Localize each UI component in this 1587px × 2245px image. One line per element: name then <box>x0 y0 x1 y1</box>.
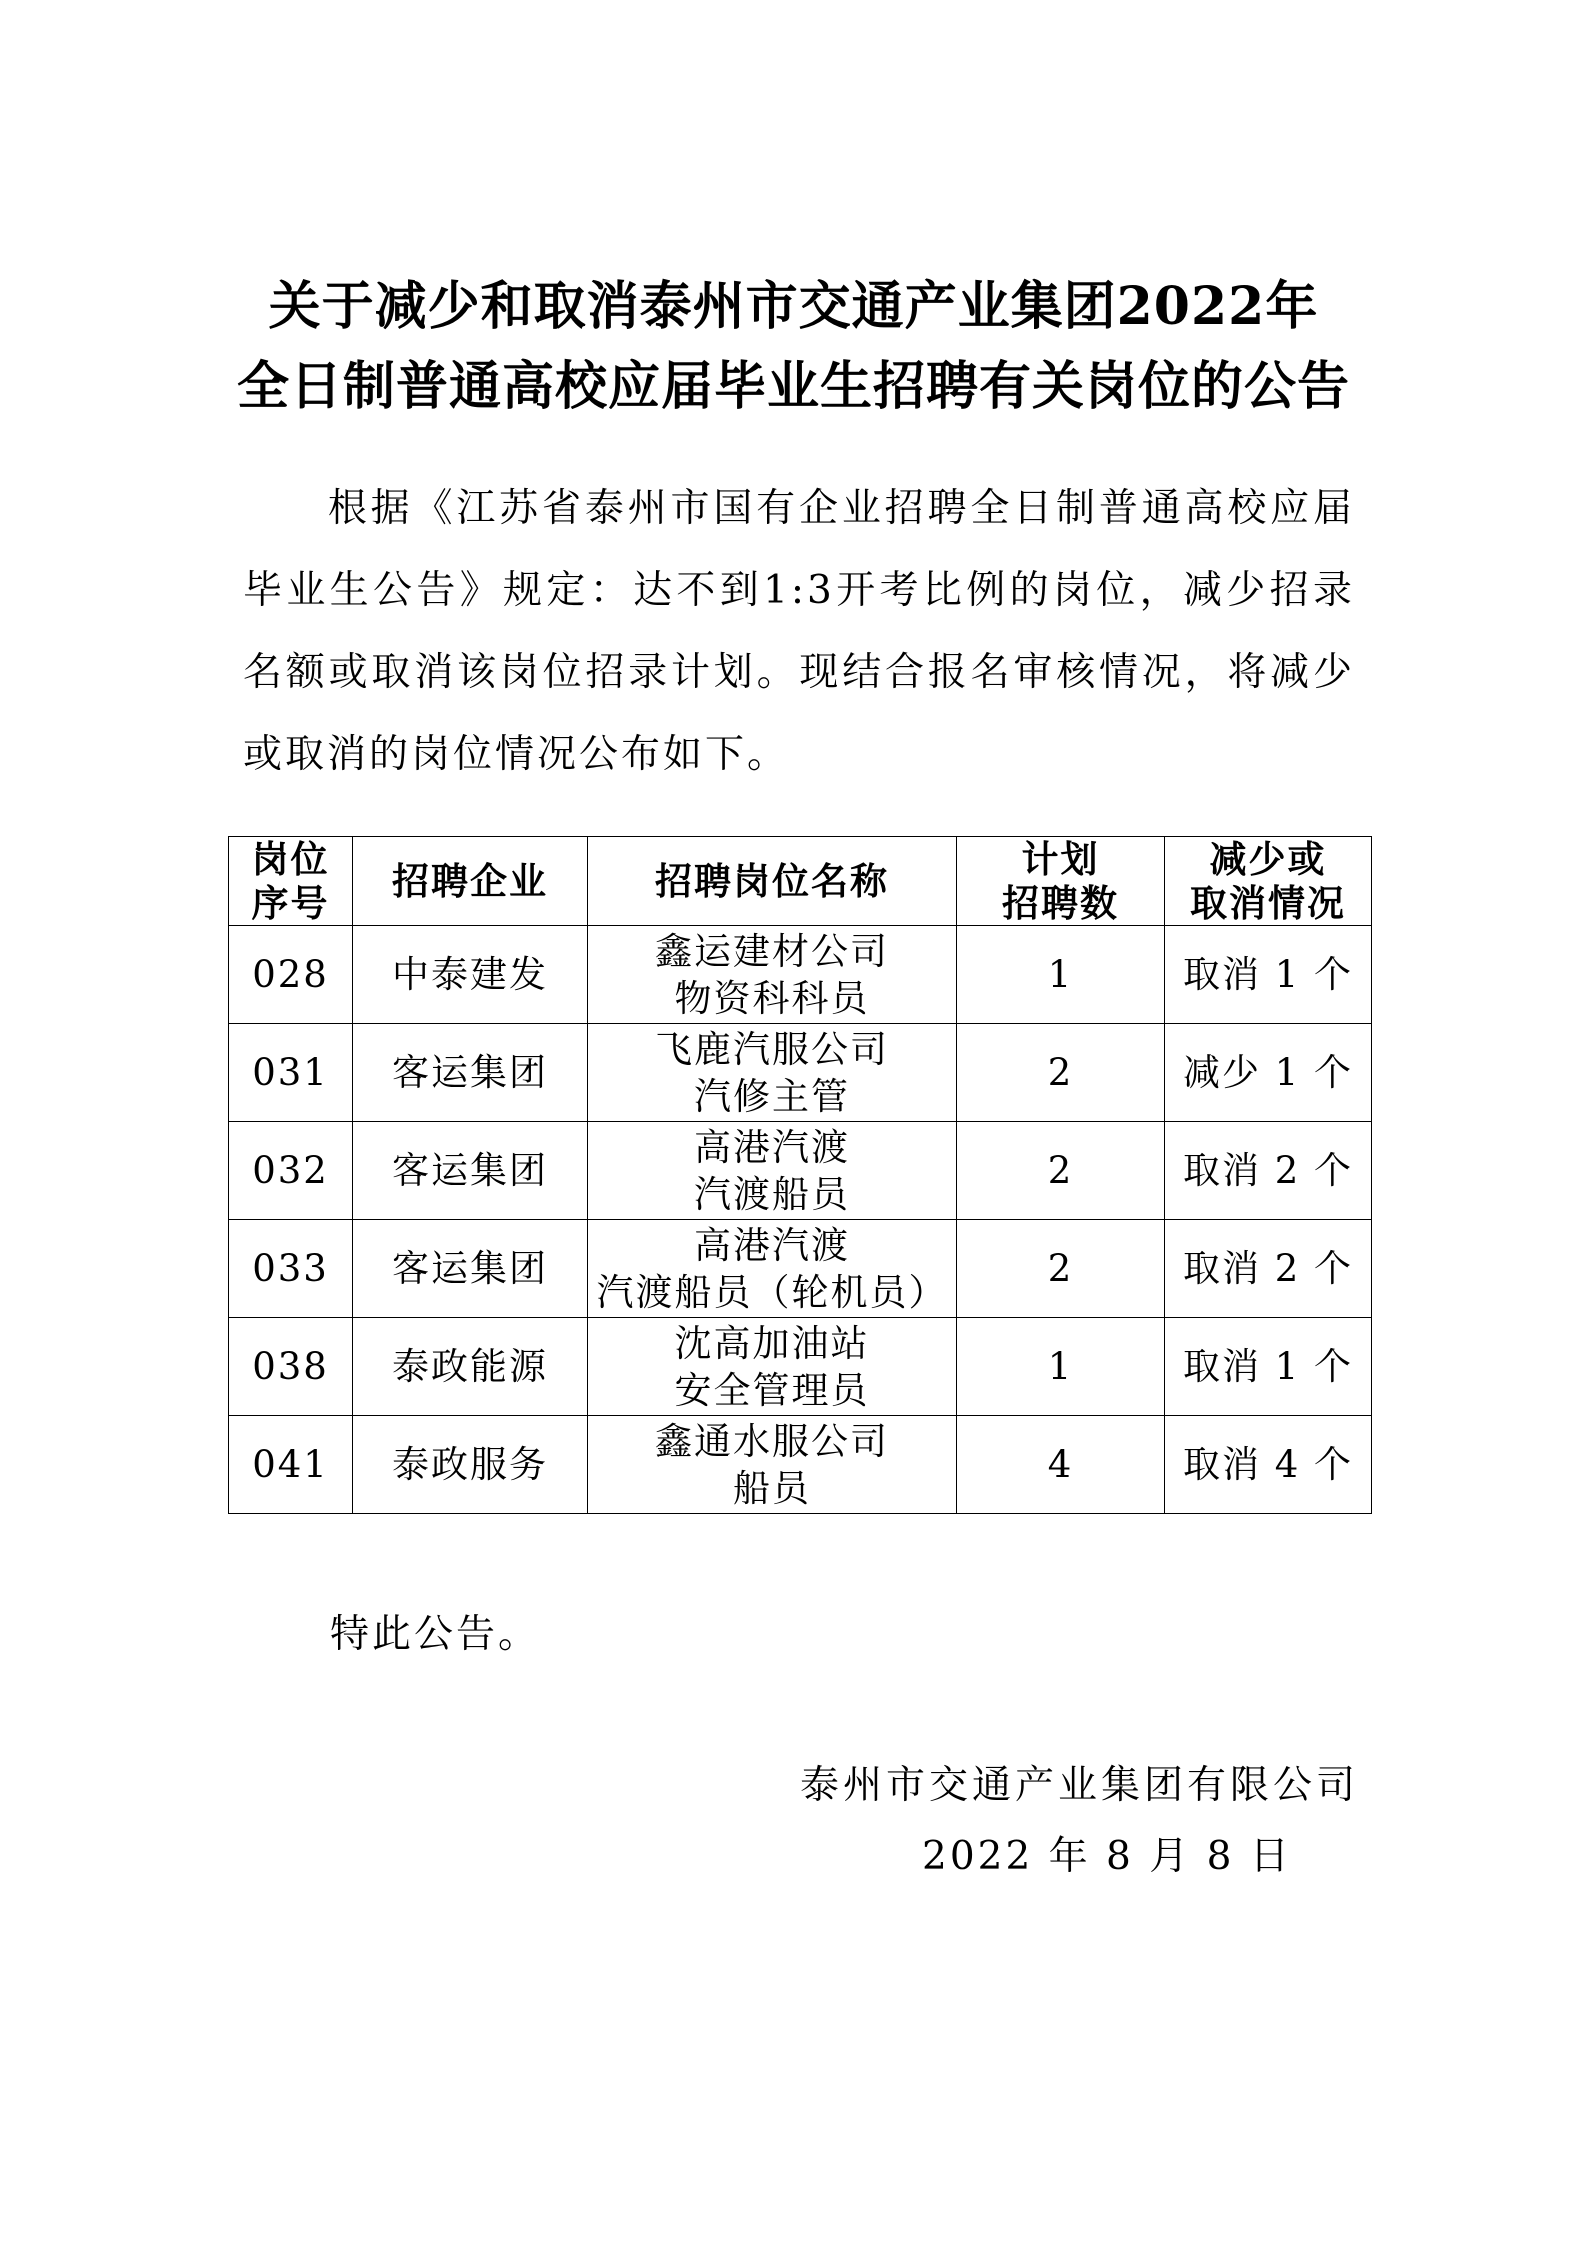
cell-company: 中泰建发 <box>353 926 588 1024</box>
cell-company: 客运集团 <box>353 1220 588 1318</box>
cell-position: 高港汽渡 汽渡船员（轮机员） <box>588 1220 957 1318</box>
cell-change: 取消 1 个 <box>1165 1318 1372 1416</box>
cell-plan: 1 <box>957 1318 1165 1416</box>
cell-plan: 2 <box>957 1024 1165 1122</box>
document-title-line-2: 全日制普通高校应届毕业生招聘有关岗位的公告 <box>236 356 1350 417</box>
table-row <box>229 1122 1372 1220</box>
cell-seq: 031 <box>229 1024 353 1122</box>
table-row <box>229 1220 1372 1318</box>
header-plan: 计划 招聘数 <box>957 837 1165 926</box>
header-company: 招聘企业 <box>353 837 588 926</box>
table-header-row <box>229 837 1372 926</box>
cell-position: 飞鹿汽服公司 汽修主管 <box>588 1024 957 1122</box>
closing-statement: 特此公告。 <box>330 1612 541 1657</box>
signature-date: 2022 年 8 月 8 日 <box>922 1834 1292 1879</box>
cell-position: 鑫运建材公司 物资科科员 <box>588 926 957 1024</box>
cell-change: 取消 2 个 <box>1165 1220 1372 1318</box>
cell-change: 减少 1 个 <box>1165 1024 1372 1122</box>
cell-company: 客运集团 <box>353 1024 588 1122</box>
header-change: 减少或 取消情况 <box>1165 837 1372 926</box>
cell-company: 客运集团 <box>353 1122 588 1220</box>
cell-change: 取消 2 个 <box>1165 1122 1372 1220</box>
cell-position: 高港汽渡 汽渡船员 <box>588 1122 957 1220</box>
table-row <box>229 1024 1372 1122</box>
header-position: 招聘岗位名称 <box>588 837 957 926</box>
cell-seq: 033 <box>229 1220 353 1318</box>
cell-seq: 038 <box>229 1318 353 1416</box>
document-title-line-1: 关于减少和取消泰州市交通产业集团2022年 <box>268 276 1319 337</box>
cell-plan: 4 <box>957 1416 1165 1514</box>
table-row <box>229 926 1372 1024</box>
cell-company: 泰政服务 <box>353 1416 588 1514</box>
positions-table <box>228 836 1372 1514</box>
body-paragraph <box>243 468 1355 796</box>
cell-plan: 2 <box>957 1220 1165 1318</box>
cell-company: 泰政能源 <box>353 1318 588 1416</box>
body-paragraph-text: 根据《江苏省泰州市国有企业招聘全日制普通高校应届毕业生公告》规定：达不到1:3开考比例的岗位，减少招录名额或取消该岗位招录计划。现结合报名审核情况，将减少或取消的岗位情况公布如下。 <box>243 486 1355 777</box>
cell-seq: 032 <box>229 1122 353 1220</box>
cell-plan: 2 <box>957 1122 1165 1220</box>
table-row <box>229 1318 1372 1416</box>
cell-position: 沈高加油站 安全管理员 <box>588 1318 957 1416</box>
cell-seq: 041 <box>229 1416 353 1514</box>
cell-change: 取消 4 个 <box>1165 1416 1372 1514</box>
cell-position: 鑫通水服公司 船员 <box>588 1416 957 1514</box>
table-row <box>229 1416 1372 1514</box>
signature-organization: 泰州市交通产业集团有限公司 <box>800 1763 1360 1808</box>
cell-plan: 1 <box>957 926 1165 1024</box>
header-seq: 岗位 序号 <box>229 837 353 926</box>
cell-change: 取消 1 个 <box>1165 926 1372 1024</box>
cell-seq: 028 <box>229 926 353 1024</box>
